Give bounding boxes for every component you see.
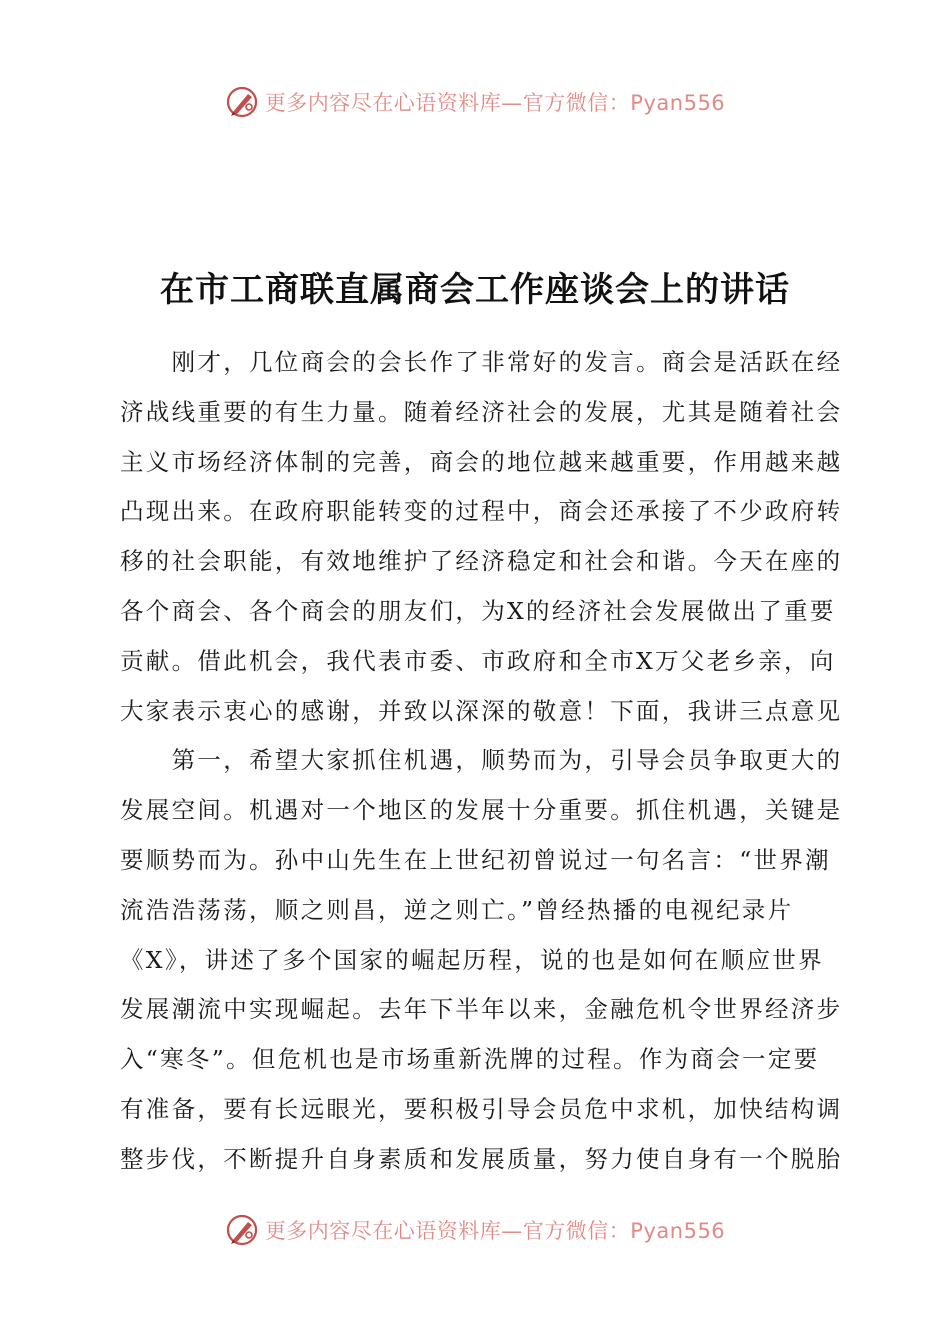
text-line: 贡献。借此机会，我代表市委、市政府和全市X万父老乡亲，向 [120,646,836,675]
text-line: 大家表示衷心的感谢，并致以深深的敬意！下面，我讲三点意见 [120,696,843,725]
text-line: 发展空间。机遇对一个地区的发展十分重要。抓住机遇，关键是 [120,796,843,825]
text-line: 移的社会职能，有效地维护了经济稳定和社会和谐。今天在座的 [120,547,843,576]
text-line: 各个商会、各个商会的朋友们，为X的经济社会发展做出了重要 [120,596,836,625]
text-line: 发展潮流中实现崛起。去年下半年以来，金融危机令世界经济步 [120,995,843,1024]
text-line: 有准备，要有长远眼光，要积极引导会员危中求机，加快结构调 [120,1094,843,1123]
banner-text: 更多内容尽在心语资料库—官方微信：Pyan556 [264,91,726,115]
footer-banner [0,1210,950,1250]
text-line: 《X》，讲述了多个国家的崛起历程，说的也是如何在顺应世界 [120,945,824,974]
text-line: 主义市场经济体制的完善，商会的地位越来越重要，作用越来越 [120,447,843,476]
banner-text: 更多内容尽在心语资料库—官方微信：Pyan556 [264,1219,726,1243]
header-banner [0,82,950,122]
text-line: 入“寒冬”。但危机也是市场重新洗牌的过程。作为商会一定要 [120,1045,820,1074]
text-line: 流浩浩荡荡，顺之则昌，逆之则亡。”曾经热播的电视纪录片 [120,895,794,924]
document-body [120,338,843,1185]
pen-logo-icon [225,85,259,119]
text-line: 要顺势而为。孙中山先生在上世纪初曾说过一句名言：“世界潮 [120,845,831,874]
text-line: 刚才，几位商会的会长作了非常好的发言。商会是活跃在经 [120,348,843,376]
text-line: 济战线重要的有生力量。随着经济社会的发展，尤其是随着社会 [120,397,843,426]
page-title: 在市工商联直属商会工作座谈会上的讲话 [160,270,790,310]
pen-logo-icon [225,1213,259,1247]
text-line: 凸现出来。在政府职能转变的过程中，商会还承接了不少政府转 [120,497,843,526]
text-line: 第一，希望大家抓住机遇，顺势而为，引导会员争取更大的 [120,746,843,775]
text-line: 整步伐，不断提升自身素质和发展质量，努力使自身有一个脱胎 [120,1144,843,1173]
